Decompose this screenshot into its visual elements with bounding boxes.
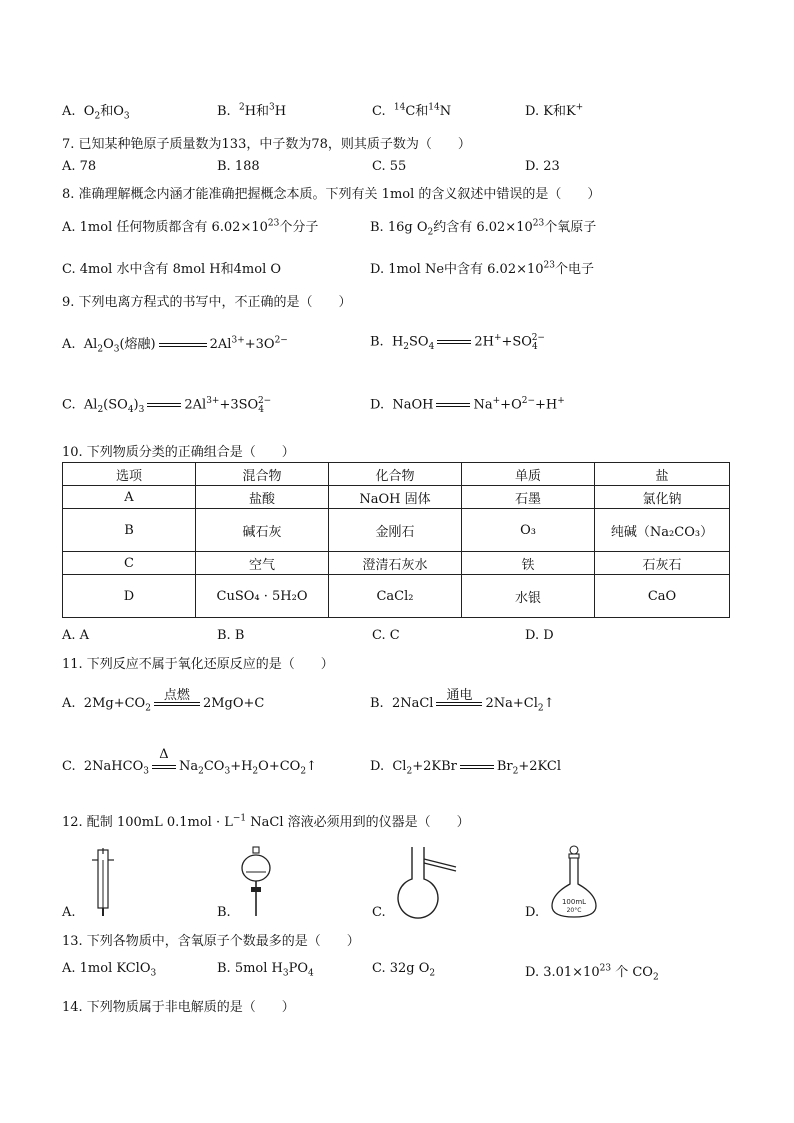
table-cell: 空气 <box>196 552 329 575</box>
burette-icon <box>88 846 118 918</box>
volumetric-flask-icon <box>548 844 600 920</box>
q10-stem: 10. 下列物质分类的正确组合是（ ） <box>62 445 295 460</box>
flask-temp-label: 20°C <box>566 907 582 914</box>
q8-option-d[interactable]: D. 1mol Ne中含有 $6.02\times 10^{23}$个电子 <box>370 260 594 277</box>
table-header-cell: 混合物 <box>196 463 329 486</box>
q11-option-a[interactable]: A. $2Mg+CO_2$ 点燃 2MgO+C <box>62 687 265 714</box>
q13-option-d[interactable]: D. $3.01\times 10^{23}$ 个 $CO_2$ <box>525 963 659 983</box>
q6-option-d[interactable]: D. K和K+ <box>525 102 584 119</box>
q13-option-a[interactable]: A. 1mol KClO$_3$ <box>62 961 157 979</box>
table-header-cell: 选项 <box>63 463 196 486</box>
equals-sign <box>436 403 470 407</box>
q10-option-b[interactable]: B. B <box>217 628 245 643</box>
equals-sign <box>437 340 471 344</box>
q7-option-d[interactable]: D. 23 <box>525 159 560 174</box>
q11-option-d[interactable]: D. $Cl_2+2KBr$ $Br_2+2KCl$ <box>370 759 562 777</box>
q10-option-c[interactable]: C. C <box>372 628 400 643</box>
table-row <box>63 575 730 618</box>
table-cell: 金刚石 <box>329 509 462 552</box>
distillation-flask-icon <box>390 845 462 921</box>
q7-option-b[interactable]: B. 188 <box>217 159 260 174</box>
q12-option-c[interactable]: C. <box>372 905 386 920</box>
q12-option-b[interactable]: B. <box>217 905 231 920</box>
classification-table <box>62 462 730 618</box>
q6-option-c[interactable]: C. $^{14}$C和$^{14}$N <box>372 102 452 119</box>
q13-stem: 13. 下列各物质中，含氧原子个数最多的是（ ） <box>62 934 360 949</box>
table-cell: CuSO₄ · 5H₂O <box>196 575 329 618</box>
flask-volume-label: 100mL <box>561 898 587 906</box>
table-cell: 石灰石 <box>595 552 730 575</box>
table-cell: CaO <box>595 575 730 618</box>
q7-option-c[interactable]: C. 55 <box>372 159 407 174</box>
q10-option-a[interactable]: A. A <box>62 628 90 643</box>
q7-option-a[interactable]: A. 78 <box>62 159 97 174</box>
table-cell: B <box>63 509 196 552</box>
table-cell: A <box>63 486 196 509</box>
table-header-row <box>63 463 730 486</box>
q7-stem: 7. 已知某种铯原子质量数为133，中子数为78，则其质子数为（ ） <box>62 137 471 152</box>
q11-stem: 11. 下列反应不属于氧化还原反应的是（ ） <box>62 657 334 672</box>
q12-stem: 12. 配制 100mL $0.1mol \cdot L^{-1}$ NaCl 溶液必须用到的仪器是（ ） <box>62 813 470 830</box>
table-cell: 氯化钠 <box>595 486 730 509</box>
table-header-cell: 化合物 <box>329 463 462 486</box>
q8-option-b[interactable]: B. 16g $O_2$约含有 $6.02\times 10^{23}$个氧原子 <box>370 218 597 238</box>
equals-sign-with-condition: Δ <box>152 765 176 769</box>
q9-option-c[interactable]: C. $Al_2(SO_4)_3$ $2Al^{3+}+3SO_4^{2-}$ <box>62 396 272 415</box>
equals-sign-with-condition: 通电 <box>436 702 482 706</box>
table-cell: D <box>63 575 196 618</box>
table-header-cell: 单质 <box>462 463 595 486</box>
table-row <box>63 486 730 509</box>
q8-option-c[interactable]: C. 4mol 水中含有 8mol H和4mol O <box>62 262 282 277</box>
q6-option-a[interactable]: A. $O_2$和$O_3$ <box>62 104 130 122</box>
equals-sign-with-condition: 点燃 <box>154 702 200 706</box>
table-row <box>63 509 730 552</box>
q9-option-d[interactable]: D. NaOH $Na^++O^{2-}+H^+$ <box>370 396 565 413</box>
q12-option-d[interactable]: D. <box>525 905 540 920</box>
q9-option-a[interactable]: A. $Al_2O_3$(熔融) $2Al^{3+}+3O^{2-}$ <box>62 335 288 355</box>
q10-option-d[interactable]: D. D <box>525 628 554 643</box>
equals-sign <box>159 343 207 347</box>
q11-option-b[interactable]: B. 2NaCl 通电 $2Na+Cl_2↑$ <box>370 687 555 714</box>
table-row <box>63 552 730 575</box>
table-cell: 碱石灰 <box>196 509 329 552</box>
q14-stem: 14. 下列物质属于非电解质的是（ ） <box>62 1000 295 1015</box>
table-cell: 澄清石灰水 <box>329 552 462 575</box>
q13-option-c[interactable]: C. 32g $O_2$ <box>372 961 436 979</box>
table-cell: 盐酸 <box>196 486 329 509</box>
q9-stem: 9. 下列电离方程式的书写中，不正确的是（ ） <box>62 295 352 310</box>
table-cell: 石墨 <box>462 486 595 509</box>
q11-option-c[interactable]: C. 2NaHCO$_3$ Δ $Na_2CO_3+H_2O+CO_2↑$ <box>62 746 317 777</box>
table-cell: 水银 <box>462 575 595 618</box>
table-cell: 纯碱（Na₂CO₃） <box>595 509 730 552</box>
q13-option-b[interactable]: B. 5mol $H_3PO_4$ <box>217 961 314 979</box>
equals-sign <box>460 765 494 769</box>
table-cell: C <box>63 552 196 575</box>
table-cell: O₃ <box>462 509 595 552</box>
q12-option-a[interactable]: A. <box>62 905 76 920</box>
table-cell: CaCl₂ <box>329 575 462 618</box>
table-cell: 铁 <box>462 552 595 575</box>
table-cell: NaOH 固体 <box>329 486 462 509</box>
q9-option-b[interactable]: B. $H_2SO_4$ $2H^++SO_4^{2-}$ <box>370 333 545 352</box>
table-header-cell: 盐 <box>595 463 730 486</box>
q8-option-a[interactable]: A. 1mol 任何物质都含有 $6.02\times 10^{23}$个分子 <box>62 218 319 235</box>
equals-sign <box>147 403 181 407</box>
q8-stem: 8. 准确理解概念内涵才能准确把握概念本质。下列有关 1mol 的含义叙述中错误的是（ ） <box>62 187 601 202</box>
q6-option-b[interactable]: B. $^2$H和$^3$H <box>217 102 287 119</box>
separatory-funnel-icon <box>238 846 274 918</box>
